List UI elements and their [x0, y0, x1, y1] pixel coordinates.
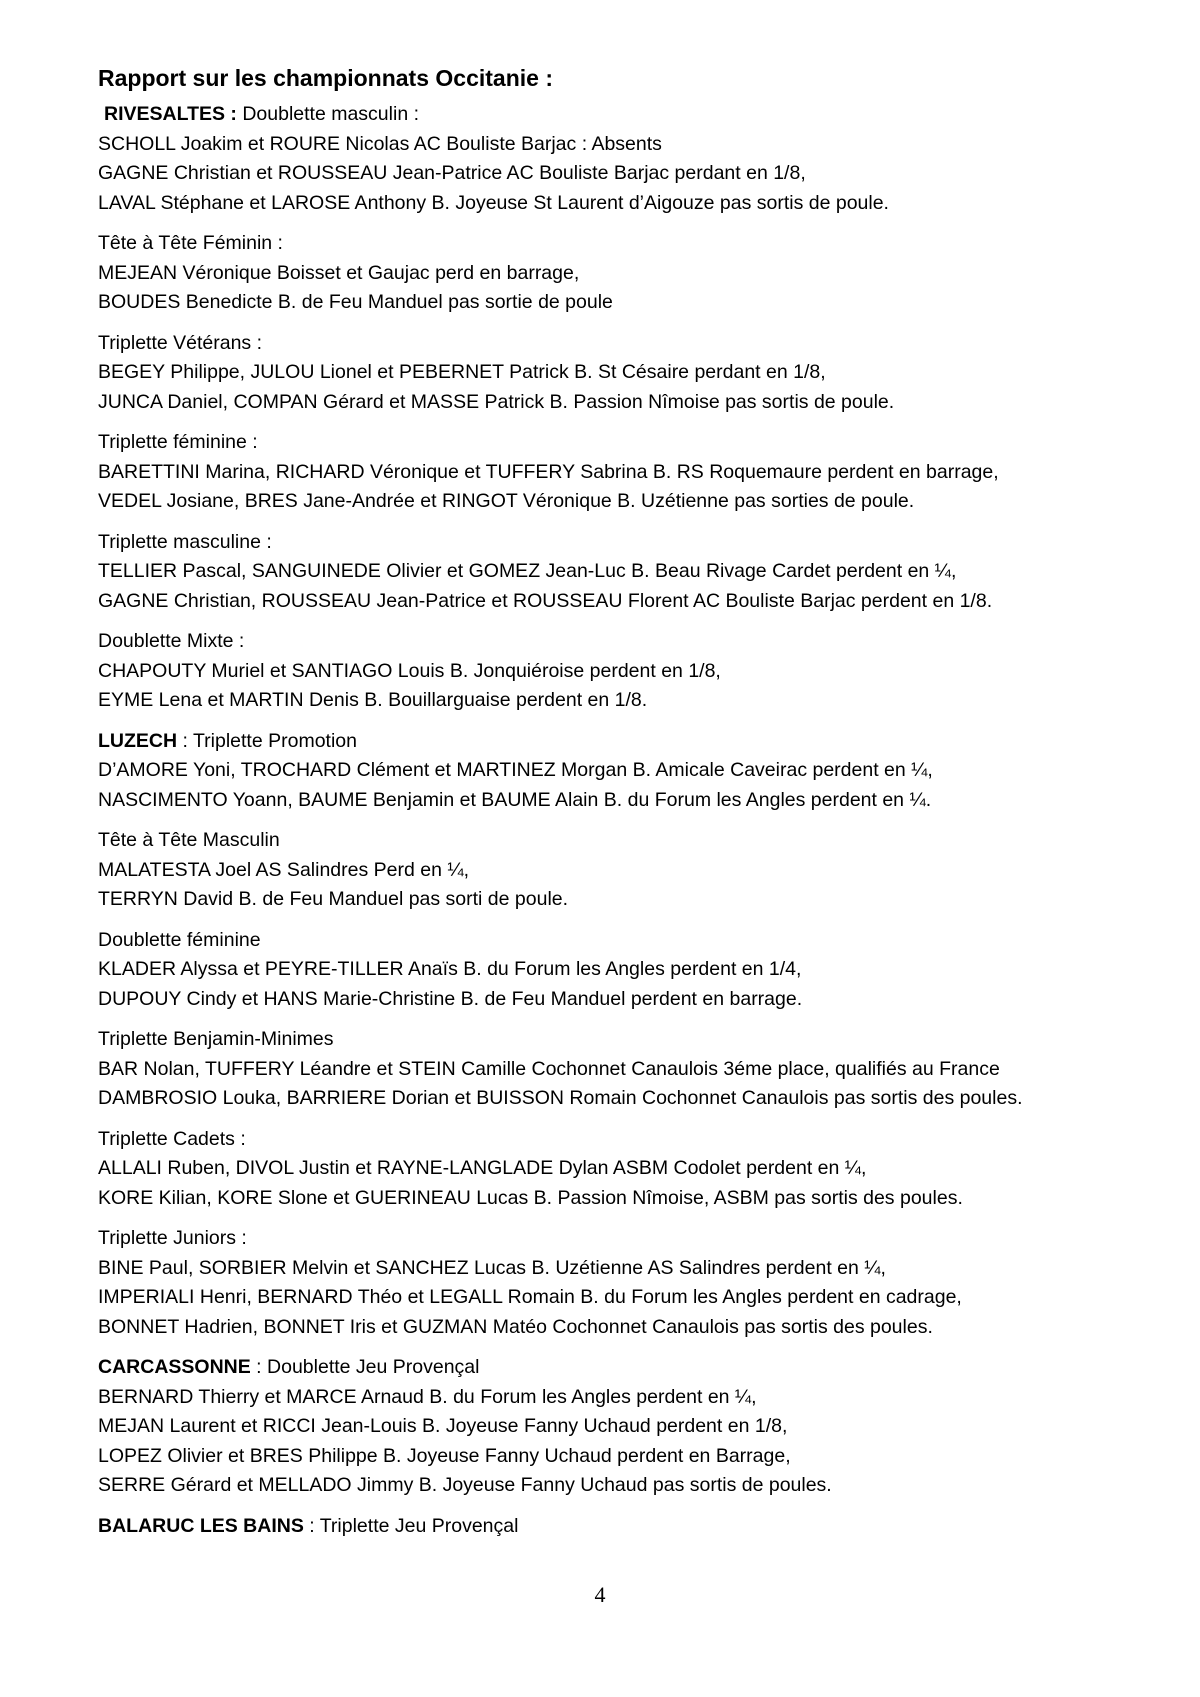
result-line: BAR Nolan, TUFFERY Léandre et STEIN Camille Cochonnet Canaulois 3éme place, qualifiés au France [98, 1057, 1000, 1080]
result-line: KORE Kilian, KORE Slone et GUERINEAU Lucas B. Passion Nîmoise, ASBM pas sortis des poules. [98, 1186, 963, 1209]
report-section [98, 1512, 1158, 1542]
document-body [98, 62, 1158, 1552]
report-section [98, 100, 1158, 218]
report-section [98, 1025, 1158, 1114]
document-title: Rapport sur les championnats Occitanie : [98, 65, 553, 91]
result-line: BOUDES Benedicte B. de Feu Manduel pas sortie de poule [98, 291, 613, 313]
result-line: SERRE Gérard et MELLADO Jimmy B. Joyeuse Fanny Uchaud pas sortis de poules. [98, 1474, 832, 1496]
competition-category: Doublette masculin : [236, 103, 419, 125]
section-heading [98, 1512, 1158, 1542]
result-line: KLADER Alyssa et PEYRE-TILLER Anaïs B. du Forum les Angles perdent en 1/4, [98, 958, 802, 980]
result-line: ALLALI Ruben, DIVOL Justin et RAYNE-LANGLADE Dylan ASBM Codolet perdent en ¼, [98, 1157, 867, 1179]
report-section [98, 528, 1158, 617]
report-section [98, 926, 1158, 1015]
venue-name: CARCASSONNE [98, 1356, 251, 1378]
competition-category: : Triplette Promotion [177, 729, 357, 752]
result-line: BERNARD Thierry et MARCE Arnaud B. du Forum les Angles perdent en ¼, [98, 1385, 757, 1408]
competition-category: Triplette Vétérans : [98, 331, 263, 354]
report-section [98, 727, 1158, 816]
section-heading [98, 1224, 1158, 1254]
competition-category: Doublette Mixte : [98, 630, 245, 652]
report-section [98, 229, 1158, 318]
section-heading [98, 1025, 1158, 1055]
competition-category: Tête à Tête Féminin : [98, 232, 283, 254]
result-line: SCHOLL Joakim et ROURE Nicolas AC Bouliste Barjac : Absents [98, 132, 662, 155]
sections-container [98, 100, 1158, 1541]
result-line: MEJEAN Véronique Boisset et Gaujac perd en barrage, [98, 261, 580, 284]
section-heading [98, 1125, 1158, 1155]
report-section [98, 329, 1158, 418]
result-line: JUNCA Daniel, COMPAN Gérard et MASSE Patrick B. Passion Nîmoise pas sortis de poule. [98, 390, 895, 413]
section-heading [98, 428, 1158, 458]
result-line: LAVAL Stéphane et LAROSE Anthony B. Joyeuse St Laurent d’Aigouze pas sortis de poule. [98, 191, 889, 214]
result-line: LOPEZ Olivier et BRES Philippe B. Joyeuse Fanny Uchaud perdent en Barrage, [98, 1444, 791, 1467]
competition-category: Triplette masculine : [98, 530, 272, 553]
result-line: BARETTINI Marina, RICHARD Véronique et TUFFERY Sabrina B. RS Roquemaure perdent en barrage, [98, 460, 999, 483]
section-heading [98, 229, 1158, 259]
result-line: BONNET Hadrien, BONNET Iris et GUZMAN Matéo Cochonnet Canaulois pas sortis des poules. [98, 1315, 933, 1338]
venue-name: RIVESALTES : [104, 103, 237, 125]
result-line: BINE Paul, SORBIER Melvin et SANCHEZ Lucas B. Uzétienne AS Salindres perdent en ¼, [98, 1256, 886, 1279]
result-line: VEDEL Josiane, BRES Jane-Andrée et RINGOT Véronique B. Uzétienne pas sorties de poule. [98, 490, 915, 512]
competition-category: Doublette féminine [98, 928, 261, 951]
result-line: MEJAN Laurent et RICCI Jean-Louis B. Joyeuse Fanny Uchaud perdent en 1/8, [98, 1415, 788, 1437]
result-line: DAMBROSIO Louka, BARRIERE Dorian et BUISSON Romain Cochonnet Canaulois pas sortis des poules. [98, 1087, 1023, 1109]
result-line: NASCIMENTO Yoann, BAUME Benjamin et BAUME Alain B. du Forum les Angles perdent en ¼. [98, 788, 932, 811]
result-line: GAGNE Christian et ROUSSEAU Jean-Patrice AC Bouliste Barjac perdant en 1/8, [98, 162, 806, 184]
section-heading [98, 727, 1158, 757]
competition-category: : Doublette Jeu Provençal [250, 1356, 480, 1378]
result-line: TERRYN David B. de Feu Manduel pas sorti de poule. [98, 888, 569, 910]
report-section [98, 1125, 1158, 1214]
section-heading [98, 528, 1158, 558]
competition-category: Triplette féminine : [98, 431, 258, 453]
page-number: 4 [594, 1582, 606, 1607]
result-line: EYME Lena et MARTIN Denis B. Bouillarguaise perdent en 1/8. [98, 689, 648, 711]
competition-category: Triplette Juniors : [98, 1227, 247, 1249]
section-heading [98, 100, 1158, 130]
competition-category: Triplette Benjamin-Minimes [98, 1028, 334, 1050]
section-heading [98, 826, 1158, 856]
report-section [98, 826, 1158, 915]
result-line: GAGNE Christian, ROUSSEAU Jean-Patrice et ROUSSEAU Florent AC Bouliste Barjac perdent en 1/8. [98, 589, 993, 612]
result-line: BEGEY Philippe, JULOU Lionel et PEBERNET Patrick B. St Césaire perdant en 1/8, [98, 361, 826, 383]
report-section [98, 428, 1158, 517]
result-line: TELLIER Pascal, SANGUINEDE Olivier et GOMEZ Jean-Luc B. Beau Rivage Cardet perdent en ¼, [98, 560, 957, 582]
section-heading [98, 329, 1158, 359]
result-line: D’AMORE Yoni, TROCHARD Clément et MARTINEZ Morgan B. Amicale Caveirac perdent en ¼, [98, 759, 933, 781]
competition-category: : Triplette Jeu Provençal [303, 1514, 519, 1537]
competition-category: Triplette Cadets : [98, 1127, 246, 1150]
report-section [98, 1353, 1158, 1501]
result-line: CHAPOUTY Muriel et SANTIAGO Louis B. Jonquiéroise perdent en 1/8, [98, 659, 721, 682]
report-section [98, 627, 1158, 716]
result-line: IMPERIALI Henri, BERNARD Théo et LEGALL Romain B. du Forum les Angles perdent en cadrage, [98, 1286, 962, 1308]
venue-name: BALARUC LES BAINS [98, 1514, 304, 1537]
venue-name: LUZECH [98, 729, 178, 752]
report-section [98, 1224, 1158, 1342]
section-heading [98, 926, 1158, 956]
competition-category: Tête à Tête Masculin [98, 829, 280, 851]
result-line: DUPOUY Cindy et HANS Marie-Christine B. de Feu Manduel perdent en barrage. [98, 987, 803, 1010]
section-heading [98, 627, 1158, 657]
result-line: MALATESTA Joel AS Salindres Perd en ¼, [98, 858, 470, 881]
section-heading [98, 1353, 1158, 1383]
